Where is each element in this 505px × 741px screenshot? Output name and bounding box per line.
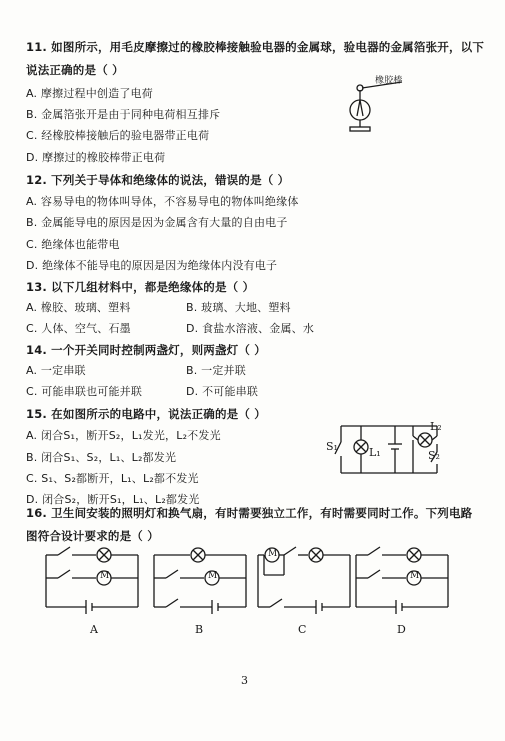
q13-stem: 13. 以下几组材料中，都是绝缘体的是（ ） bbox=[26, 280, 255, 294]
rubber-rod-label: 橡胶棒 bbox=[375, 76, 403, 86]
q15-option-c: C. S₁、S₂都断开，L₁、L₂都不发光 bbox=[26, 472, 199, 485]
q16-circuit-d-motor: M bbox=[410, 571, 420, 581]
q12-option-d: D. 绝缘体不能导电的原因是因为绝缘体内没有电子 bbox=[26, 259, 278, 272]
q11-option-b: B. 金属箔张开是由于同种电荷相互排斥 bbox=[26, 108, 221, 121]
q14-stem: 14. 一个开关同时控制两盏灯，则两盏灯（ ） bbox=[26, 343, 266, 357]
q14-option-b: B. 一定并联 bbox=[186, 364, 246, 377]
q15-option-a: A. 闭合S₁，断开S₂，L₁发光，L₂不发光 bbox=[26, 429, 221, 442]
q16-circuit-d bbox=[352, 545, 452, 617]
q13-option-b: B. 玻璃、大地、塑料 bbox=[186, 301, 291, 314]
q15-circuit-diagram bbox=[325, 418, 445, 480]
q11-option-a: A. 摩擦过程中创造了电荷 bbox=[26, 87, 153, 100]
q12-option-b: B. 金属能导电的原因是因为金属含有大量的自由电子 bbox=[26, 216, 288, 229]
q13-option-c: C. 人体、空气、石墨 bbox=[26, 322, 131, 335]
q16-label-a: A bbox=[90, 623, 98, 636]
q14-option-a: A. 一定串联 bbox=[26, 364, 86, 377]
q13-option-a: A. 橡胶、玻璃、塑料 bbox=[26, 301, 131, 314]
q15-option-d: D. 闭合S₂，断开S₁，L₁、L₂都发光 bbox=[26, 493, 200, 506]
page-number: 3 bbox=[241, 674, 248, 687]
q11-stem-line2: 说法正确的是（ ） bbox=[26, 63, 124, 77]
q15-option-b: B. 闭合S₁、S₂，L₁、L₂都发光 bbox=[26, 451, 177, 464]
q14-option-c: C. 可能串联也可能并联 bbox=[26, 385, 143, 398]
q16-stem-line2: 图符合设计要求的是（ ） bbox=[26, 529, 159, 543]
q15-stem: 15. 在如图所示的电路中，说法正确的是（ ） bbox=[26, 407, 266, 421]
q16-label-b: B bbox=[195, 623, 204, 636]
q15-label-s2: S₂ bbox=[428, 449, 440, 462]
q12-option-a: A. 容易导电的物体叫导体，不容易导电的物体叫绝缘体 bbox=[26, 195, 299, 208]
q16-circuit-a bbox=[42, 545, 142, 617]
q16-circuit-a-motor: M bbox=[100, 571, 110, 581]
q11-option-c: C. 经橡胶棒接触后的验电器带正电荷 bbox=[26, 129, 210, 142]
q15-label-s1: S₁ bbox=[326, 440, 338, 453]
q16-label-c: C bbox=[298, 623, 307, 636]
q16-circuit-b bbox=[150, 545, 250, 617]
q12-stem: 12. 下列关于导体和绝缘体的说法，错误的是（ ） bbox=[26, 173, 290, 187]
q13-option-d: D. 食盐水溶液、金属、水 bbox=[186, 322, 315, 335]
q15-label-l1: L₁ bbox=[369, 446, 381, 459]
q16-stem-line1: 16. 卫生间安装的照明灯和换气扇，有时需要独立工作，有时需要同时工作。下列电路 bbox=[26, 506, 473, 520]
q15-label-l2: L₂ bbox=[430, 420, 442, 433]
q16-label-d: D bbox=[397, 623, 406, 636]
q11-stem-line1: 11. 如图所示，用毛皮摩擦过的橡胶棒接触验电器的金属球，验电器的金属箔张开，以下 bbox=[26, 40, 485, 54]
q16-circuit-b-motor: M bbox=[208, 571, 218, 581]
q16-circuit-c-motor: M bbox=[268, 549, 278, 559]
q11-option-d: D. 摩擦过的橡胶棒带正电荷 bbox=[26, 151, 166, 164]
q12-option-c: C. 绝缘体也能带电 bbox=[26, 238, 120, 251]
q14-option-d: D. 不可能串联 bbox=[186, 385, 259, 398]
